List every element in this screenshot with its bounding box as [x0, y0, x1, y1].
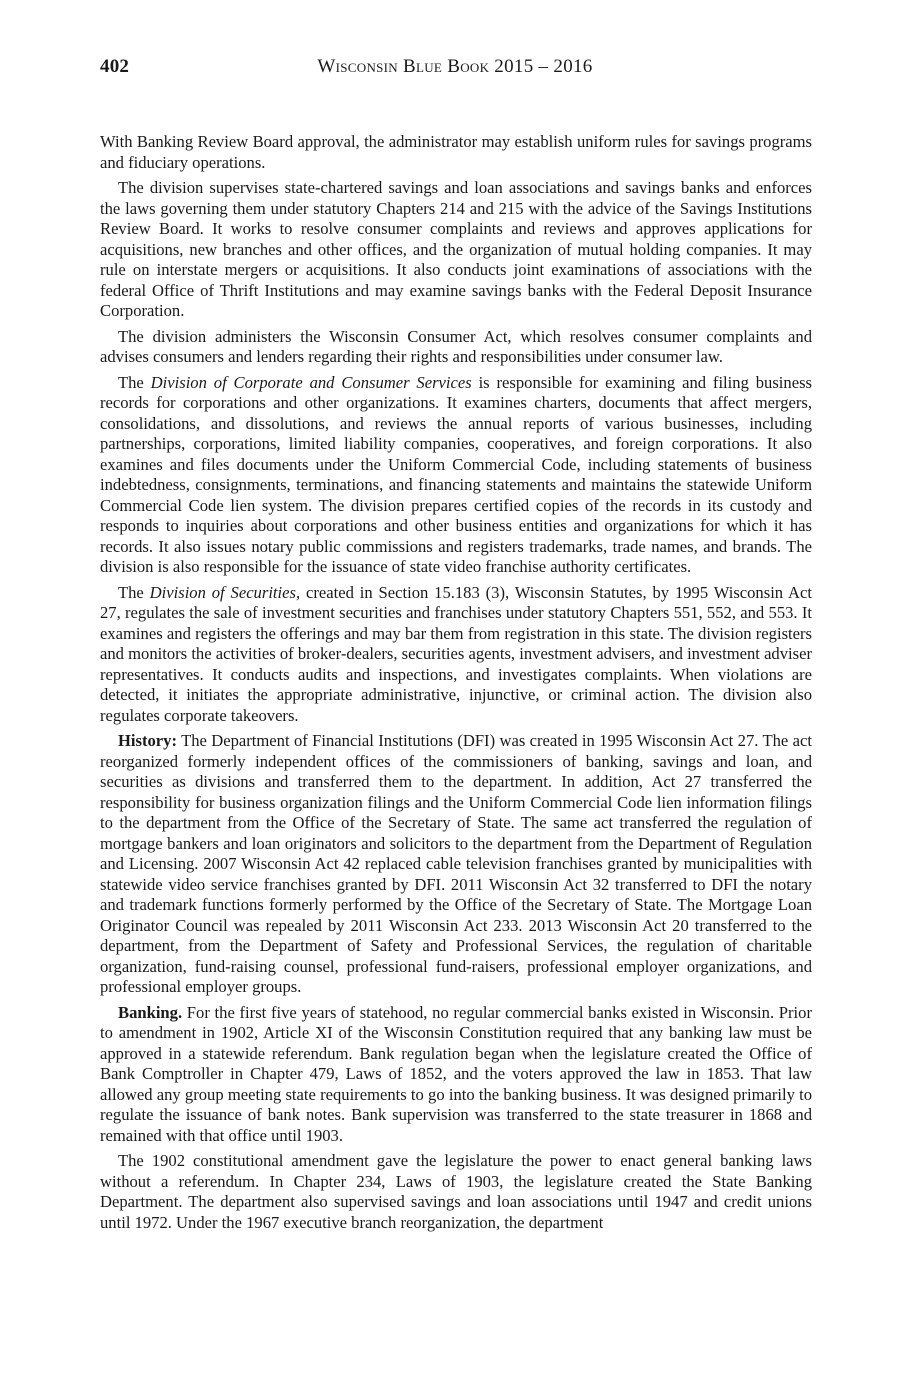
- paragraph-text-after: For the first five years of statehood, no regular commercial banks existed in Wisconsin. Prior to amendment in 1902, Article XI of the Wisconsin Constitution required that any banking law must be approved in a statewide referendum. Bank regulation began when the legislature created the Office of Bank Comptroller in Chapter 479, Laws of 1852, and the voters approved the law in 1853. That law allowed any group meeting state requirements to go into the banking business. It was designed primarily to regulate the issuance of bank notes. Bank supervision was transferred to the state treasurer in 1868 and remained with that office until 1903.: [100, 1002, 812, 1145]
- division-name: Division of Securities,: [149, 582, 301, 602]
- paragraph-text-before: The: [118, 582, 150, 602]
- paragraph-text: The 1902 constitutional amendment gave the legislature the power to enact general banking laws without a referendum. In Chapter 234, Laws of 1903, the legislature created the State Banking Department. The department also supervised savings and loan associations until 1947 and credit unions until 1972. Under the 1967 executive branch reorganization, the department: [100, 1151, 812, 1232]
- book-title: Wisconsin Blue Book 2015 – 2016: [317, 56, 593, 77]
- paragraph-text: With Banking Review Board approval, the administrator may establish uniform rules for savings programs and fiduciary operations.: [100, 132, 812, 172]
- paragraph-text: The division administers the Wisconsin Consumer Act, which resolves consumer complaints and advises consumers and lenders regarding their rights and responsibilities under consumer law.: [100, 326, 812, 366]
- page-number: 402: [100, 56, 130, 77]
- paragraph-text-after: The Department of Financial Institutions (DFI) was created in 1995 Wisconsin Act 27. The act reorganized formerly independent offices of the commissioners of banking, savings and loan, and securities as divisions and transferred them to the department. In addition, Act 27 transferred the responsibility for business organization filings and the Uniform Commercial Code lien information filings to the department from the Office of the Secretary of State. The same act transferred the regulation of mortgage bankers and loan originators and solicitors to the department from the Department of Regulation and Licensing. 2007 Wisconsin Act 42 replaced cable television franchises granted by municipalities with statewide video service franchises granted by DFI. 2011 Wisconsin Act 32 transferred to DFI the notary and trademark functions formerly performed by the Office of the Secretary of State. The Mortgage Loan Originator Council was repealed by 2011 Wisconsin Act 233. 2013 Wisconsin Act 20 transferred to the department, from the Department of Safety and Professional Services, the regulation of charitable organization, fund-raising counsel, professional fund-raisers, professional employer organizations, and professional employer groups.: [100, 731, 812, 996]
- running-header: [100, 56, 810, 82]
- paragraph-banking: [100, 1003, 812, 1147]
- paragraph-savings-rules: [100, 132, 812, 173]
- paragraph-1902-amendment: [100, 1151, 812, 1233]
- paragraph-text-after: is responsible for examining and filing business records for corporations and other organizations. It examines charters, documents that affect mergers, consolidations, and dissolutions, and reviews the annual reports of various businesses, including partnerships, corporations, limited liability companies, cooperatives, and foreign corporations. It also examines and files documents under the Uniform Commercial Code, including statements of business indebtedness, consignments, terminations, and financing statements and maintains the statewide Uniform Commercial Code lien system. The division prepares certified copies of the records in its custody and responds to inquiries about corporations and other business entities and organizations for which it has records. It also issues notary public commissions and registers trademarks, trade names, and brands. The division is also responsible for the issuance of state video franchise authority certificates.: [100, 372, 812, 576]
- paragraph-text-before: The: [118, 372, 151, 392]
- paragraph-savings-institutions: [100, 178, 812, 322]
- paragraph-consumer-act: [100, 327, 812, 368]
- paragraph-securities: [100, 583, 812, 727]
- body-text: [100, 132, 812, 1238]
- paragraph-corporate-services: [100, 373, 812, 578]
- paragraph-history: [100, 731, 812, 998]
- section-lead: Banking.: [118, 1002, 183, 1022]
- division-name: Division of Corporate and Consumer Services: [150, 372, 472, 392]
- paragraph-text: The division supervises state-chartered savings and loan associations and savings banks and enforces the laws governing them under statutory Chapters 214 and 215 with the advice of the Savings Institutions Review Board. It works to resolve consumer complaints and reviews and approves applications for acquisitions, new branches and other offices, and the organization of mutual holding companies. It may rule on interstate mergers or acquisitions. It also conducts joint examinations of associations with the federal Office of Thrift Institutions and may examine savings banks with the Federal Deposit Insurance Corporation.: [100, 178, 812, 320]
- section-lead: History:: [118, 731, 177, 750]
- paragraph-text-after: created in Section 15.183 (3), Wisconsin Statutes, by 1995 Wisconsin Act 27, regulates the sale of investment securities and franchises under statutory Chapters 551, 552, and 553. It examines and registers the offerings and may bar them from registration in this state. The division registers and monitors the activities of broker-dealers, securities agents, investment advisers, and investment adviser representatives. It conducts audits and inspections, and investigates complaints. When violations are detected, it initiates the appropriate administrative, injunctive, or criminal action. The division also regulates corporate takeovers.: [100, 582, 813, 725]
